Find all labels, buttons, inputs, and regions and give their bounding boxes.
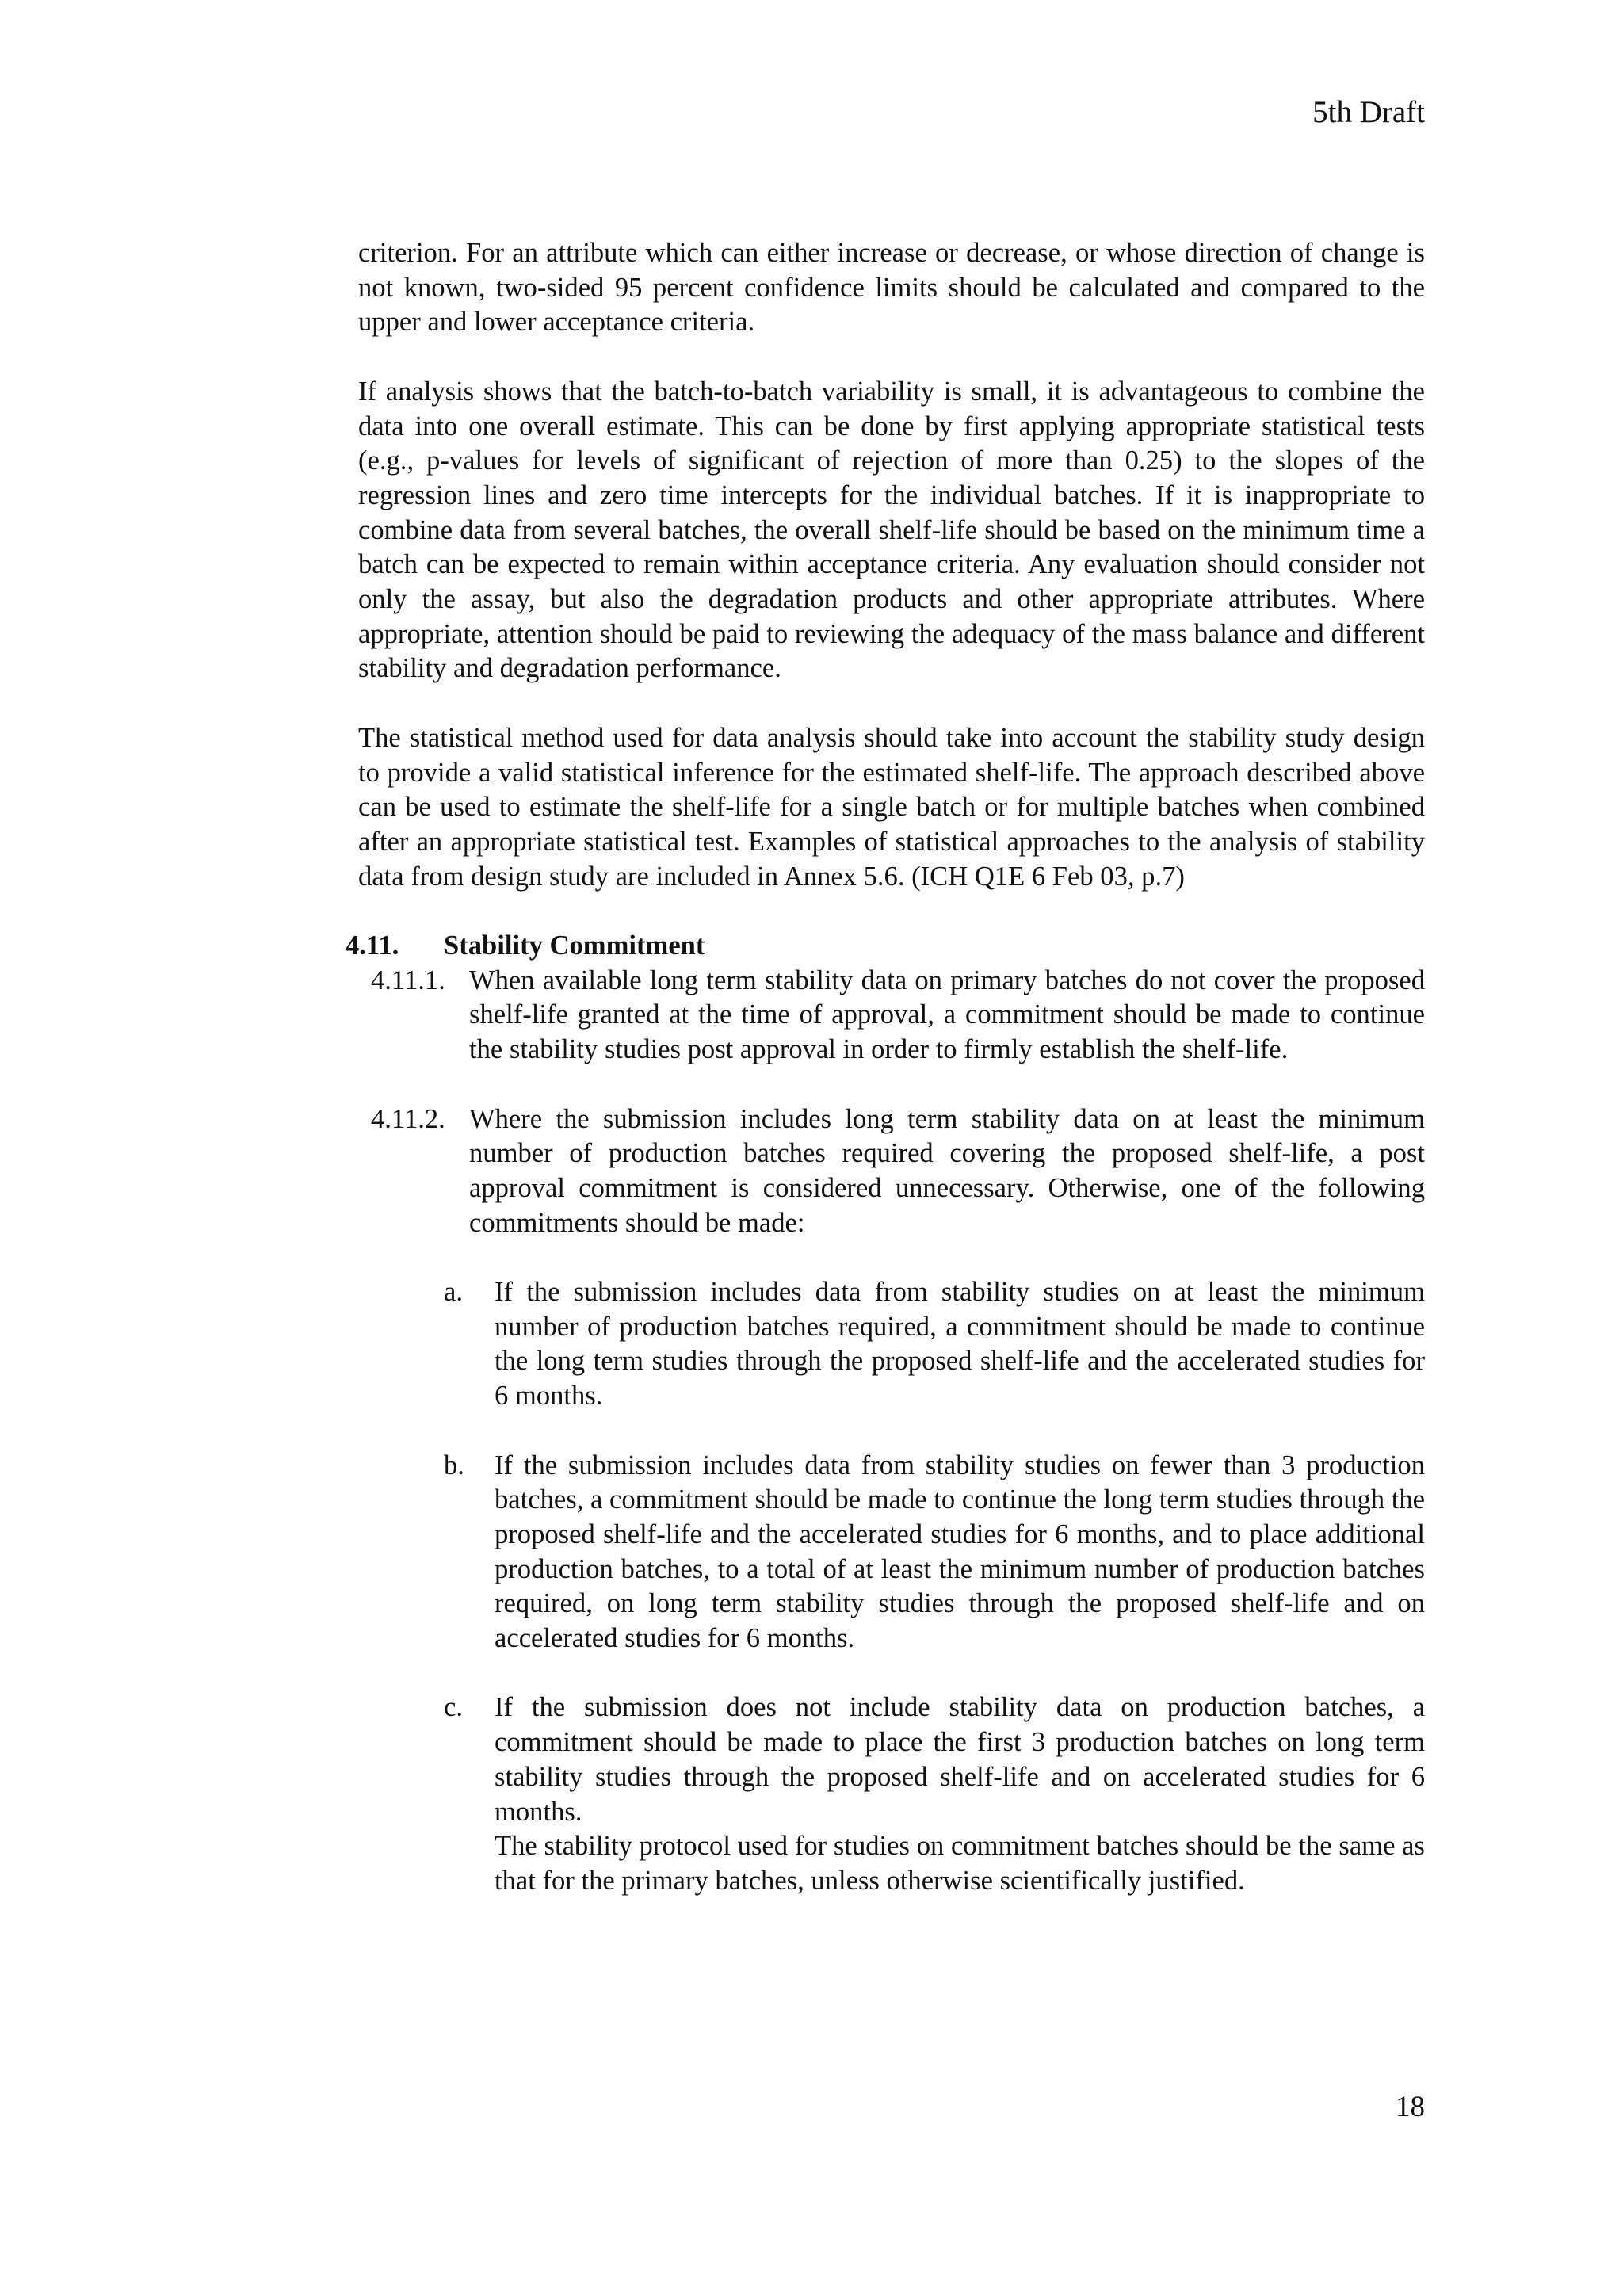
section-heading — [346, 929, 1425, 964]
subsection-text: When available long term stability data on primary batches do not cover the proposed shelf-life granted at the time of approval, a commitment should be made to continue the stability studies post approval in order to firmly establish the shelf-life. — [469, 965, 1425, 1065]
subsection-4-11-2 — [358, 1102, 1425, 1241]
list-item-letter: b. — [444, 1450, 464, 1480]
list-item-text: If the submission does not include stability data on production batches, a commitment should be made to place the first 3 production batches on long term stability studies through the proposed shelf-life and on accelerated studies for 6 months. — [495, 1692, 1425, 1827]
paragraph-statistical-method: The statistical method used for data analysis should take into account the stability study design to provide a valid statistical inference for the estimated shelf-life. The approach described above can be used to estimate the shelf-life for a single batch or for multiple batches when combined after an appropriate statistical test. Examples of statistical approaches to the analysis of stability data from design study are included in Annex 5.6. (ICH Q1E 6 Feb 03, p.7) — [358, 722, 1425, 892]
list-item-letter: c. — [444, 1692, 463, 1723]
list-item-text: If the submission includes data from stability studies on fewer than 3 production batches, a commitment should be made to continue the long term studies through the proposed shelf-life and the accelerated studies for 6 months, and to place additional production batches, to a total of at least the minimum number of production batches required, on long term stability studies through the proposed shelf-life and on accelerated studies for 6 months. — [495, 1450, 1425, 1654]
subsection-number: 4.11.2. — [371, 1103, 445, 1134]
paragraph-batch-variability: If analysis shows that the batch-to-batch variability is small, it is advantageous to combine the data into one overall estimate. This can be done by first applying appropriate statistical tests (e.g., p-values for levels of significant of rejection of more than 0.25) to the slopes of the regression lines and zero time intercepts for the individual batches. If it is inappropriate to combine data from several batches, the overall shelf-life should be based on the minimum time a batch can be expected to remain within acceptance criteria. Any evaluation should consider not only the assay, but also the degradation products and other appropriate attributes. Where appropriate, attention should be paid to reviewing the adequacy of the mass balance and different stability and degradation performance. — [358, 376, 1425, 684]
page-body — [346, 236, 1425, 1933]
list-item-text: If the submission includes data from stability studies on at least the minimum number of production batches required, a commitment should be made to continue the long term studies through the proposed shelf-life and the accelerated studies for 6 months. — [495, 1277, 1425, 1412]
page-number: 18 — [1396, 2091, 1425, 2123]
subsection-number: 4.11.1. — [371, 965, 445, 995]
list-item-letter: a. — [444, 1277, 463, 1307]
section-title: Stability Commitment — [444, 930, 705, 961]
subsection-text: Where the submission includes long term stability data on at least the minimum number of production batches required covering the proposed shelf-life, a post approval commitment is considered unnecessary. Otherwise, one of the following commitments should be made: — [469, 1103, 1425, 1238]
subsection-4-11-1 — [358, 964, 1425, 1068]
list-item-note: The stability protocol used for studies on commitment batches should be the same as that for the primary batches, unless otherwise scientifically justified. — [495, 1831, 1425, 1896]
list-item-a — [358, 1275, 1425, 1414]
section-number: 4.11. — [346, 930, 399, 961]
paragraph-criterion: criterion. For an attribute which can either increase or decrease, or whose direction of change is not known, two-sided 95 percent confidence limits should be calculated and compared to the upper and lower acceptance criteria. — [358, 238, 1425, 338]
list-item-c — [358, 1690, 1425, 1898]
list-item-b — [358, 1449, 1425, 1656]
draft-label: 5th Draft — [1312, 95, 1425, 129]
